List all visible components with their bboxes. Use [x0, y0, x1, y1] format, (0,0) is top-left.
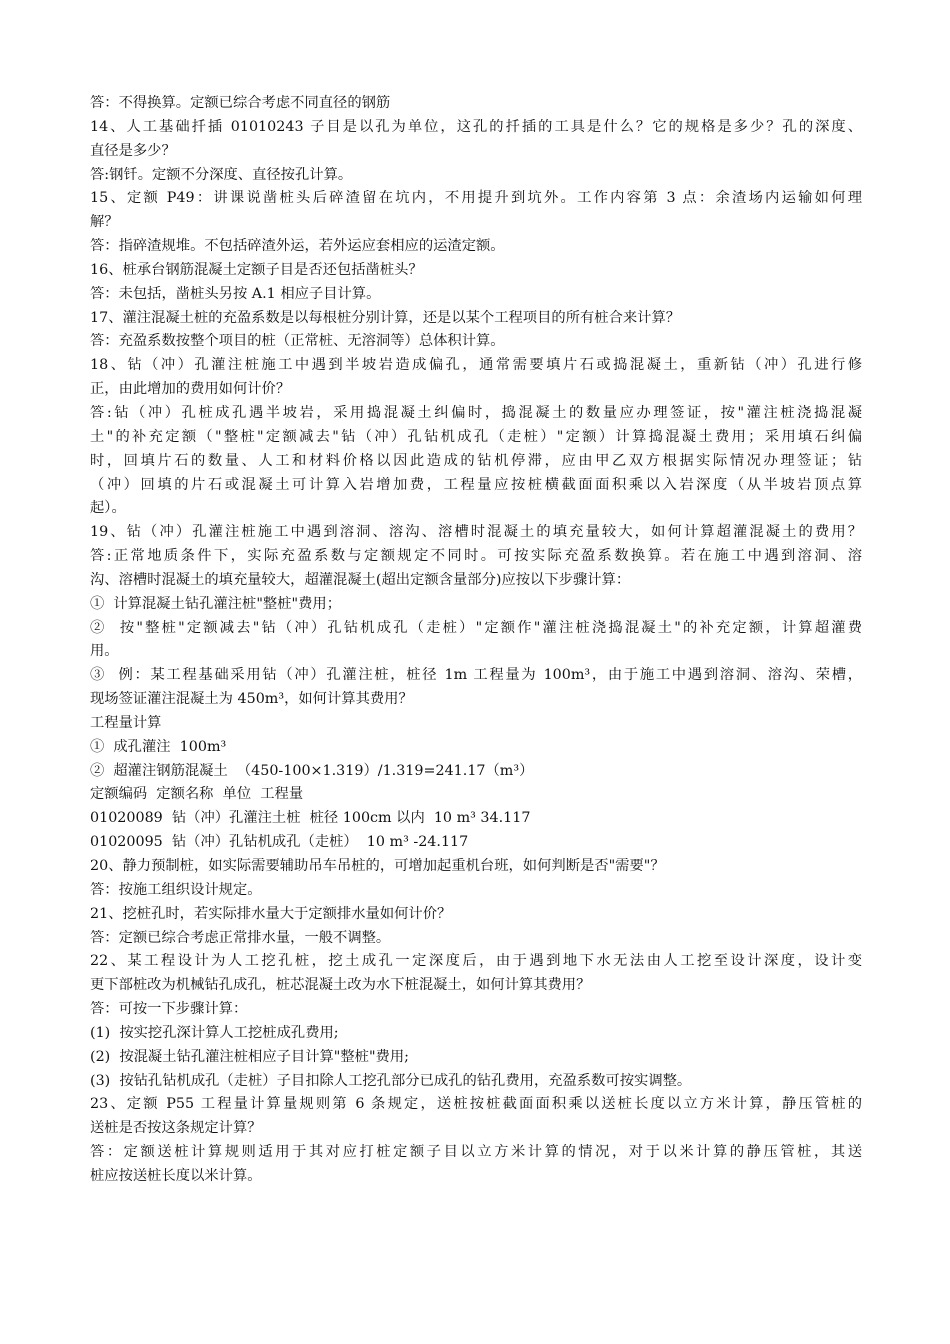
text-line: (2) 按混凝土钻孔灌注桩相应子目计算"整桩"费用; — [90, 1048, 409, 1065]
text-line: 19、钻（冲）孔灌注桩施工中遇到溶洞、溶沟、溶槽时混凝土的填充量较大，如何计算超灌混凝土的费用？ — [90, 524, 862, 541]
text-line: 17、灌注混凝土桩的充盈系数是以每根桩分别计算，还是以某个工程项目的所有桩合来计算？ — [90, 309, 681, 326]
text-line: 答：定额送桩计算规则适用于其对应打桩定额子目以立方米计算的情况，对于以米计算的静压管桩，其送 — [90, 1144, 862, 1161]
text-line: 解？ — [90, 214, 119, 231]
text-line: 答：按施工组织设计规定。 — [90, 881, 262, 898]
text-line: 工程量计算 — [90, 714, 162, 731]
text-line: ② 超灌注钢筋混凝土 （450-100×1.319）/1.319=241.17（m³） — [90, 762, 534, 779]
text-line: 14、人工基础扦插 01010243 子目是以孔为单位，这孔的扦插的工具是什么？它的规格是多少？孔的深度、 — [90, 118, 862, 135]
text-line: 答：未包括，凿桩头另按 A.1 相应子目计算。 — [90, 285, 381, 302]
text-line: (1) 按实挖孔深计算人工挖桩成孔费用; — [90, 1024, 339, 1041]
text-line: 23、定额 P55 工程量计算量规则第 6 条规定，送桩按桩截面面积乘以送桩长度以立方米计算，静压管桩的 — [90, 1096, 862, 1113]
text-line: （冲）回填的片石或混凝土可计算入岩增加费，工程量应按桩横截面面积乘以入岩深度（从半坡岩顶点算 — [90, 476, 862, 493]
text-line: 01020089 钻（冲）孔灌注土桩 桩径 100cm 以内 10 m³ 34.117 — [90, 810, 531, 827]
text-line: 时，回填片石的数量、人工和材料价格以因此造成的钻机停滞，应由甲乙双方根据实际情况办理签证；钻 — [90, 452, 862, 469]
text-line: 答：充盈系数按整个项目的桩（正常桩、无溶洞等）总体积计算。 — [90, 333, 505, 350]
text-line: 15、定额 P49：讲课说凿桩头后碎渣留在坑内，不用提升到坑外。工作内容第 3 点：余渣场内运输如何理 — [90, 190, 862, 207]
text-line: 现场签证灌注混凝土为 450m³，如何计算其费用？ — [90, 691, 413, 708]
text-line: 用。 — [90, 643, 119, 660]
text-line: 答：可按一下步骤计算： — [90, 1001, 248, 1018]
text-line: 送桩是否按这条规定计算？ — [90, 1120, 262, 1137]
text-line: 答：指碎渣规堆。不包括碎渣外运，若外运应套相应的运渣定额。 — [90, 238, 505, 255]
text-line: 答：不得换算。定额已综合考虑不同直径的钢筋 — [90, 95, 391, 111]
text-line: 答:钢钎。定额不分深度、直径按孔计算。 — [90, 166, 353, 183]
text-line: ③ 例：某工程基础采用钻（冲）孔灌注桩，桩径 1m 工程量为 100m³，由于施工中遇到溶洞、溶沟、荣槽， — [90, 667, 862, 684]
text-line: 22、某工程设计为人工挖孔桩，挖土成孔一定深度后，由于遇到地下水无法由人工挖至设计深度，设计变 — [90, 953, 862, 970]
text-line: 01020095 钻（冲）孔钻机成孔（走桩） 10 m³ -24.117 — [90, 834, 469, 851]
document-body — [90, 92, 862, 1189]
text-line: 土"的补充定额（"整桩"定额减去"钻（冲）孔钻机成孔（走桩）"定额）计算捣混凝土费用；采用填石纠偏 — [90, 428, 862, 445]
text-line: 18、钻（冲）孔灌注桩施工中遇到半坡岩造成偏孔，通常需要填片石或捣混凝土，重新钻（冲）孔进行修 — [90, 357, 862, 374]
text-line: 起）。 — [90, 500, 126, 517]
text-line: 定额编码 定额名称 单位 工程量 — [90, 786, 304, 803]
text-line: 直径是多少？ — [90, 142, 176, 159]
text-line: ① 计算混凝土钻孔灌注桩"整桩"费用； — [90, 595, 341, 612]
text-line: ② 按"整桩"定额减去"钻（冲）孔钻机成孔（走桩）"定额作"灌注桩浇捣混凝土"的补充定额，计算超灌费 — [90, 619, 862, 636]
text-line: 答:正常地质条件下，实际充盈系数与定额规定不同时。可按实际充盈系数换算。若在施工中遇到溶洞、溶 — [90, 548, 862, 565]
text-line: 更下部桩改为机械钻孔成孔，桩芯混凝土改为水下桩混凝土，如何计算其费用？ — [90, 977, 591, 994]
text-line: 答：定额已综合考虑正常排水量，一般不调整。 — [90, 929, 391, 946]
text-line: 答:钻（冲）孔桩成孔遇半坡岩，采用捣混凝土纠偏时，捣混凝土的数量应办理签证，按"灌注桩浇捣混凝 — [90, 404, 862, 421]
text-line: 桩应按送桩长度以米计算。 — [90, 1167, 262, 1184]
text-line: 正，由此增加的费用如何计价？ — [90, 381, 291, 398]
text-line: 20、静力预制桩，如实际需要辅助吊车吊桩的，可增加起重机台班，如何判断是否"需要"？ — [90, 858, 665, 874]
text-line: (3) 按钻孔钻机成孔（走桩）子目扣除人工挖孔部分已成孔的钻孔费用，充盈系数可按实调整。 — [90, 1072, 692, 1089]
text-line: ① 成孔灌注 100m³ — [90, 738, 227, 755]
text-line: 沟、溶槽时混凝土的填充量较大，超灌混凝土(超出定额含量部分)应按以下步骤计算： — [90, 571, 631, 588]
text-line: 16、桩承台钢筋混凝土定额子目是否还包括凿桩头？ — [90, 261, 423, 278]
text-line: 21、挖桩孔时，若实际排水量大于定额排水量如何计价？ — [90, 905, 452, 922]
